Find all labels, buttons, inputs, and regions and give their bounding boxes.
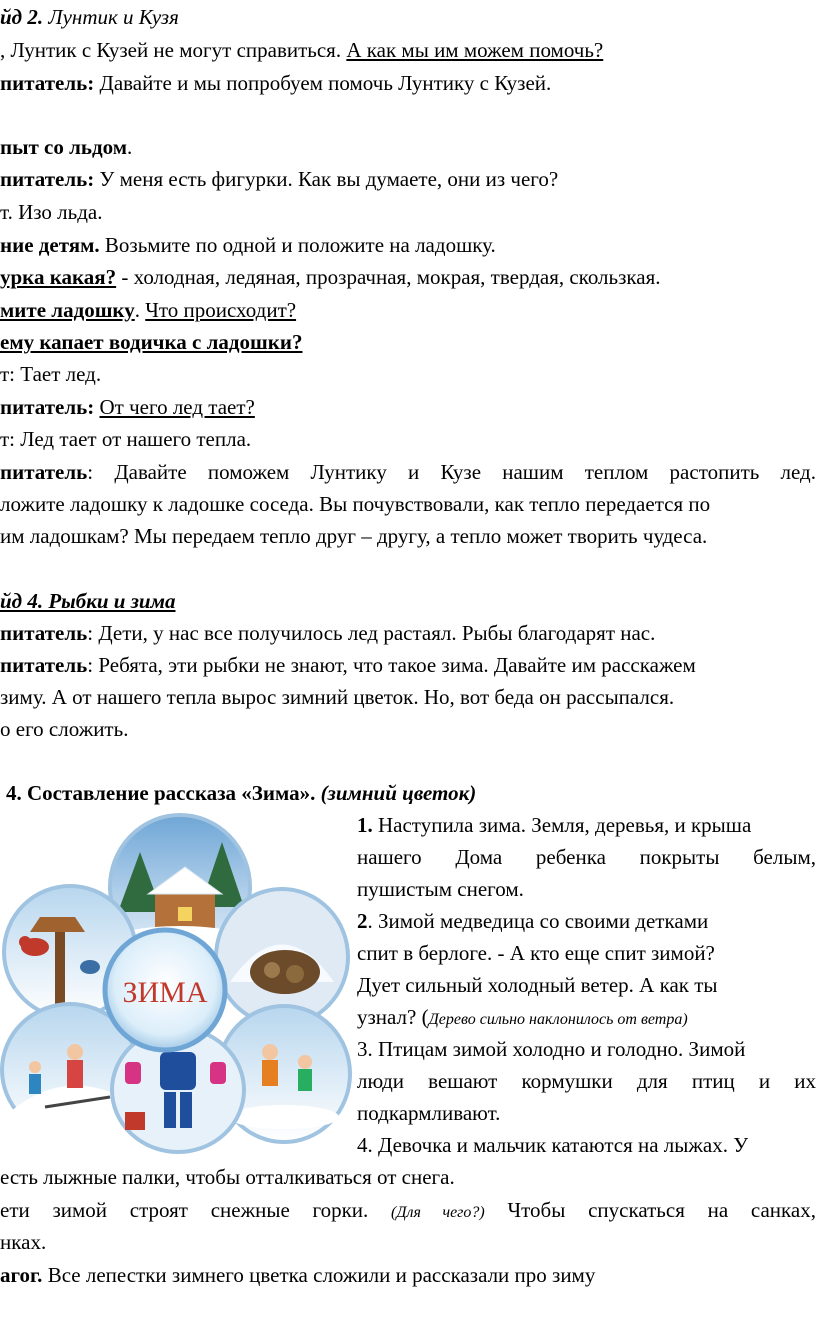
text-span: : Дети, у нас все получилось лед растаял. Рыбы благодарят нас. xyxy=(87,621,656,645)
text-span: . xyxy=(127,135,133,159)
text-span: У меня есть фигурки. Как вы думаете, они из чего? xyxy=(94,167,559,191)
speaker-label: питатель xyxy=(0,460,88,484)
slide-label: йд 2. xyxy=(0,5,44,29)
text-span: - холодная, ледяная, прозрачная, мокрая, твердая, скользкая. xyxy=(116,265,661,289)
story-line: Дует сильный холодный ветер. А как ты xyxy=(357,973,718,997)
text-span: . Зимой медведица со своими детками xyxy=(367,909,709,933)
speaker-label: питатель: xyxy=(0,71,95,95)
italic-note: Дерево сильно наклонилось от ветра) xyxy=(428,1011,688,1028)
story-line xyxy=(357,908,816,934)
heading-note: (зимний цветок) xyxy=(315,781,477,805)
speaker-label: питатель xyxy=(0,653,88,677)
bold-underlined-text: ему капает водичка с ладошки? xyxy=(0,330,303,354)
paragraph-line: им ладошкам? Мы передаем тепло друг – другу, а тепло может творить чудеса. xyxy=(0,524,708,548)
heading-text: 4. Составление рассказа «Зима». xyxy=(6,781,316,805)
story-line: пушистым снегом. xyxy=(357,877,524,901)
italic-note: (Для чего?) xyxy=(391,1204,485,1221)
text-span: ети зимой строят снежные горки. xyxy=(0,1198,392,1222)
story-line xyxy=(357,812,816,838)
paragraph-line xyxy=(0,297,296,323)
bold-underlined-text: урка какая? xyxy=(0,265,117,289)
slide-title: Лунтик и Кузя xyxy=(48,5,179,29)
story-line xyxy=(0,1197,816,1226)
underlined-text: От чего лед тает? xyxy=(99,395,255,419)
heading-text: пыт со льдом xyxy=(0,135,128,159)
text-span: : Ребята, эти рыбки не знают, что такое зима. Давайте им расскажем xyxy=(87,653,696,677)
text-span: узнал? ( xyxy=(357,1005,429,1029)
text-span: Давайте и мы попробуем помочь Лунтику с Кузей. xyxy=(94,71,552,95)
paragraph-line xyxy=(0,652,696,678)
bold-text: ние детям. xyxy=(0,233,100,257)
speaker-label: питатель: xyxy=(0,167,95,191)
paragraph-line: т: Лед тает от нашего тепла. xyxy=(0,427,252,451)
speaker-label: агог. xyxy=(0,1263,43,1287)
story-line: есть лыжные палки, чтобы отталкиваться от снега. xyxy=(0,1165,455,1189)
underlined-text: Что происходит? xyxy=(145,298,297,322)
paragraph-line: зиму. А от нашего тепла вырос зимний цветок. Но, вот беда он рассыпался. xyxy=(0,685,675,709)
paragraph-line: о его сложить. xyxy=(0,717,129,741)
text-span: , Лунтик с Кузей не могут справиться. xyxy=(0,38,347,62)
slide-4-heading xyxy=(0,588,176,614)
text-span: . xyxy=(134,298,146,322)
story-line: 3. Птицам зимой холодно и голодно. Зимой xyxy=(357,1037,746,1061)
paragraph-line xyxy=(0,459,816,485)
paragraph-line xyxy=(0,620,655,646)
paragraph-line xyxy=(0,329,302,355)
paragraph-line xyxy=(0,232,496,258)
speaker-label: питатель xyxy=(0,621,88,645)
item-number: 1. xyxy=(357,813,373,837)
story-line: люди вешают кормушки для птиц и их xyxy=(357,1069,816,1093)
story-line: нашего Дома ребенка покрыты белым, xyxy=(357,845,816,869)
flower-center xyxy=(105,930,225,1050)
flower-label: ЗИМА xyxy=(122,976,208,1009)
text-span: : Давайте поможем Лунтику и Кузе нашим теплом растопить лед. xyxy=(87,460,816,484)
paragraph-line xyxy=(0,70,551,96)
text-span: Возьмите по одной и положите на ладошку. xyxy=(99,233,496,257)
paragraph-line xyxy=(0,166,558,192)
text-span: Все лепестки зимнего цветка сложили и рассказали про зиму xyxy=(42,1263,596,1287)
winter-flower-illustration xyxy=(0,812,352,1154)
story-heading xyxy=(6,780,476,806)
story-line: 4. Девочка и мальчик катаются на лыжах. У xyxy=(357,1133,749,1157)
item-number: 2 xyxy=(357,909,368,933)
paragraph-line: т. Изо льда. xyxy=(0,200,103,224)
section-heading xyxy=(0,134,132,160)
slide-title: йд 4. Рыбки и зима xyxy=(0,589,176,613)
summary-line xyxy=(0,1262,595,1288)
story-line xyxy=(357,1004,816,1033)
paragraph-line xyxy=(0,264,661,290)
bold-underlined-text: мите ладошку xyxy=(0,298,135,322)
paragraph-line: ложите ладошку к ладошке соседа. Вы почувствовали, как тепло передается по xyxy=(0,492,711,516)
speaker-label: питатель: xyxy=(0,395,95,419)
paragraph-line xyxy=(0,394,255,420)
story-line: спит в берлоге. - А кто еще спит зимой? xyxy=(357,941,715,965)
paragraph-line: т: Тает лед. xyxy=(0,362,102,386)
paragraph-line xyxy=(0,37,603,63)
text-span: Наступила зима. Земля, деревья, и крыша xyxy=(372,813,752,837)
story-line: нках. xyxy=(0,1230,47,1254)
text-span: Чтобы спускаться на санках, xyxy=(484,1198,816,1222)
story-line: подкармливают. xyxy=(357,1101,501,1125)
question-text: А как мы им можем помочь? xyxy=(346,38,604,62)
slide-2-heading xyxy=(0,4,179,30)
